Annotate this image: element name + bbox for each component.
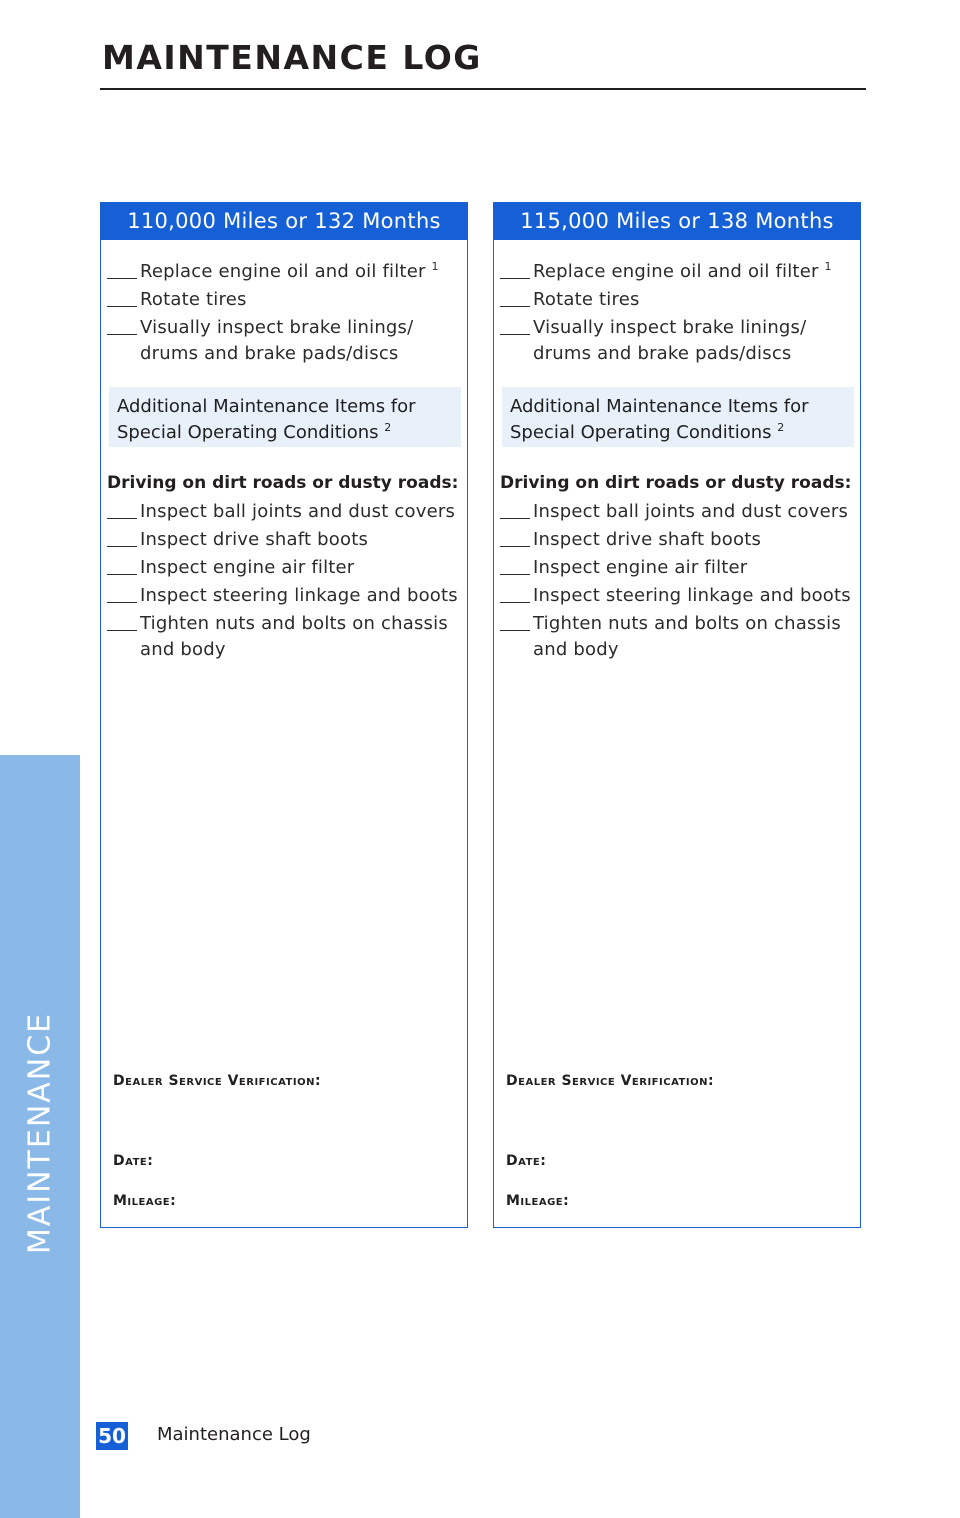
dusty-roads-task-list — [500, 499, 856, 663]
page-title: MAINTENANCE LOG — [102, 38, 482, 77]
section-side-tab-label: MAINTENANCE — [22, 1011, 58, 1255]
task-item: Inspect drive shaft boots — [500, 527, 856, 553]
task-item: Tighten nuts and bolts on chassis and body — [107, 611, 463, 663]
maintenance-card-110k — [100, 202, 468, 1228]
mileage-label: Mileage: — [506, 1193, 570, 1209]
task-item: Inspect drive shaft boots — [107, 527, 463, 553]
footnote-ref: 2 — [384, 421, 392, 434]
mileage-label: Mileage: — [113, 1193, 177, 1209]
task-item: Inspect engine air filter — [107, 555, 463, 581]
task-item: Visually inspect brake linings/ drums and brake pads/discs — [500, 315, 850, 367]
task-item: Rotate tires — [500, 287, 850, 313]
section-heading: Driving on dirt roads or dusty roads: — [107, 473, 459, 493]
task-item: Tighten nuts and bolts on chassis and body — [500, 611, 856, 663]
section-heading: Driving on dirt roads or dusty roads: — [500, 473, 852, 493]
task-item: Replace engine oil and oil filter $^1$ — [107, 259, 457, 285]
task-item: Inspect engine air filter — [500, 555, 856, 581]
task-item: Rotate tires — [107, 287, 457, 313]
footnote-ref: 1 — [431, 260, 439, 273]
page-number: 50 — [96, 1422, 128, 1450]
footer-section-label: Maintenance Log — [157, 1424, 311, 1445]
task-item: Inspect ball joints and dust covers — [500, 499, 856, 525]
task-list — [107, 259, 457, 367]
footnote-ref: 2 — [777, 421, 785, 434]
task-item: Inspect steering linkage and boots — [500, 583, 856, 609]
task-list — [500, 259, 850, 367]
dealer-verification-label: Dealer Service Verification: — [506, 1073, 715, 1089]
maintenance-card-115k — [493, 202, 861, 1228]
card-header: 115,000 Miles or 138 Months — [494, 203, 860, 240]
task-item: Inspect ball joints and dust covers — [107, 499, 463, 525]
card-header: 110,000 Miles or 132 Months — [101, 203, 467, 240]
special-conditions-callout: Additional Maintenance Items for Special Operating Conditions $^2$ — [502, 387, 854, 447]
title-rule — [100, 88, 866, 90]
dusty-roads-task-list — [107, 499, 463, 663]
task-item: Replace engine oil and oil filter $^1$ — [500, 259, 850, 285]
dealer-verification-label: Dealer Service Verification: — [113, 1073, 322, 1089]
date-label: Date: — [113, 1153, 154, 1169]
date-label: Date: — [506, 1153, 547, 1169]
task-item: Inspect steering linkage and boots — [107, 583, 463, 609]
task-item: Visually inspect brake linings/ drums and brake pads/discs — [107, 315, 457, 367]
special-conditions-callout: Additional Maintenance Items for Special Operating Conditions $^2$ — [109, 387, 461, 447]
footnote-ref: 1 — [824, 260, 832, 273]
